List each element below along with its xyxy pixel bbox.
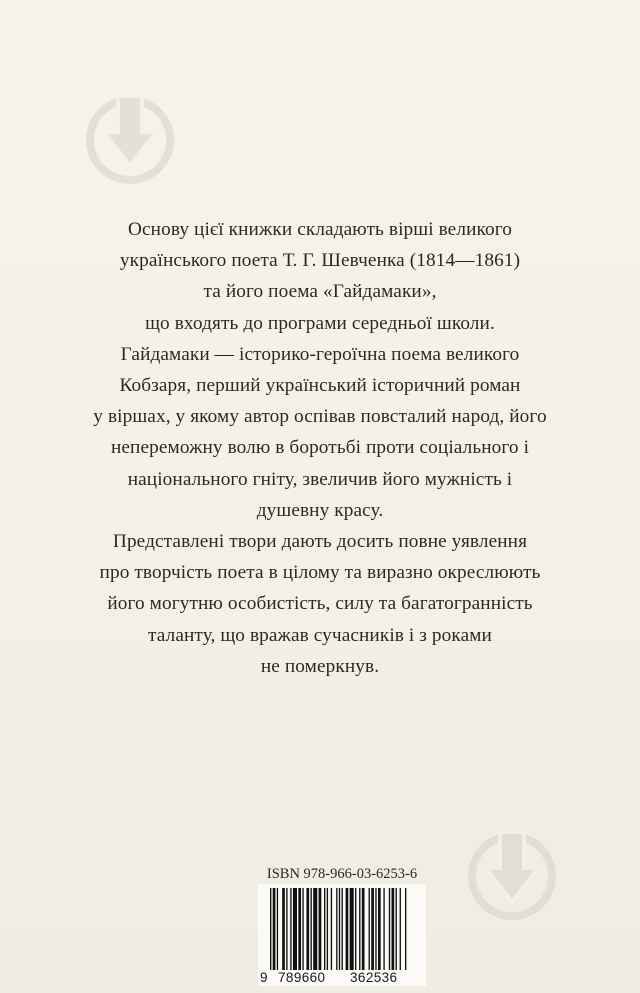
- barcode-bar: [346, 888, 349, 970]
- barcode-bar: [298, 888, 301, 970]
- barcode-bar: [331, 888, 332, 970]
- watermark-download-icon: [466, 820, 558, 930]
- barcode-bar: [270, 888, 271, 970]
- barcode-bar: [311, 888, 312, 970]
- cover-description: [60, 214, 580, 682]
- barcode-bar: [375, 888, 376, 970]
- barcode-bar: [405, 888, 406, 970]
- barcode-bar: [389, 888, 390, 970]
- barcode-bar: [396, 888, 397, 970]
- paragraph-3: [60, 526, 580, 682]
- barcode-bar: [324, 888, 325, 970]
- text-line: українського поета Т. Г. Шевченка (1814—1861): [119, 250, 521, 272]
- barcode-digit-prefix: 9: [260, 970, 268, 985]
- paragraph-2: [60, 339, 580, 526]
- barcode-bar: [306, 888, 309, 970]
- watermark-download-icon: [84, 84, 176, 194]
- barcode-bar: [339, 888, 340, 970]
- barcode-bar: [378, 888, 381, 970]
- barcode-bar: [273, 888, 276, 970]
- barcode-bar: [282, 888, 285, 970]
- barcode-bar: [371, 888, 374, 970]
- isbn-label: ISBN 978-966-03-6253-6: [266, 866, 418, 882]
- barcode-bar: [362, 888, 365, 970]
- text-line: у віршах, у якому автор оспівав повсталий народ, його: [93, 406, 547, 428]
- barcode-digit-group-left: 789660: [278, 970, 326, 985]
- text-line: та його поема «Гайдамаки»,: [203, 281, 437, 303]
- text-line: його могутню особистість, силу та багатогранність: [107, 593, 533, 615]
- barcode-bar: [355, 888, 356, 970]
- text-line: Кобзаря, перший український історичний роман: [119, 375, 521, 397]
- barcode-bar: [342, 888, 343, 970]
- isbn-barcode: [258, 884, 426, 972]
- barcode-bar: [293, 888, 297, 970]
- barcode-bar: [277, 888, 278, 970]
- barcode-bar: [359, 888, 360, 970]
- barcode-bar: [369, 888, 370, 970]
- barcode-bar: [302, 888, 303, 970]
- text-line: про творчість поета в цілому та виразно окреслюють: [99, 562, 541, 584]
- text-line: що входять до програми середньої школи.: [145, 312, 495, 334]
- barcode-bar: [313, 888, 317, 970]
- barcode-digits: [258, 970, 426, 986]
- barcode-bar: [336, 888, 337, 970]
- barcode-bar: [319, 888, 322, 970]
- text-line: непереможну волю в боротьбі проти соціального і: [110, 437, 530, 459]
- text-line: не померкнув.: [260, 655, 380, 677]
- barcode-bar: [327, 888, 328, 970]
- text-line: таланту, що вражав сучасників і з роками: [148, 624, 492, 646]
- barcode-bar: [400, 888, 401, 970]
- paragraph-1: [60, 214, 580, 339]
- barcode-bar: [350, 888, 354, 970]
- barcode-bar: [290, 888, 291, 970]
- barcode-bar: [286, 888, 287, 970]
- text-line: Представлені твори дають досить повне уявлення: [112, 531, 528, 553]
- barcode-bar: [392, 888, 395, 970]
- text-line: Гайдамаки — історико-героїчна поема великого: [120, 343, 520, 365]
- text-line: душевну красу.: [256, 499, 384, 521]
- text-line: національного гніту, звеличив його мужність і: [127, 468, 513, 490]
- barcode-bar: [383, 888, 384, 970]
- barcode-digit-group-right: 362536: [350, 970, 398, 985]
- text-line: Основу цієї книжки складають вірші великого: [128, 219, 512, 240]
